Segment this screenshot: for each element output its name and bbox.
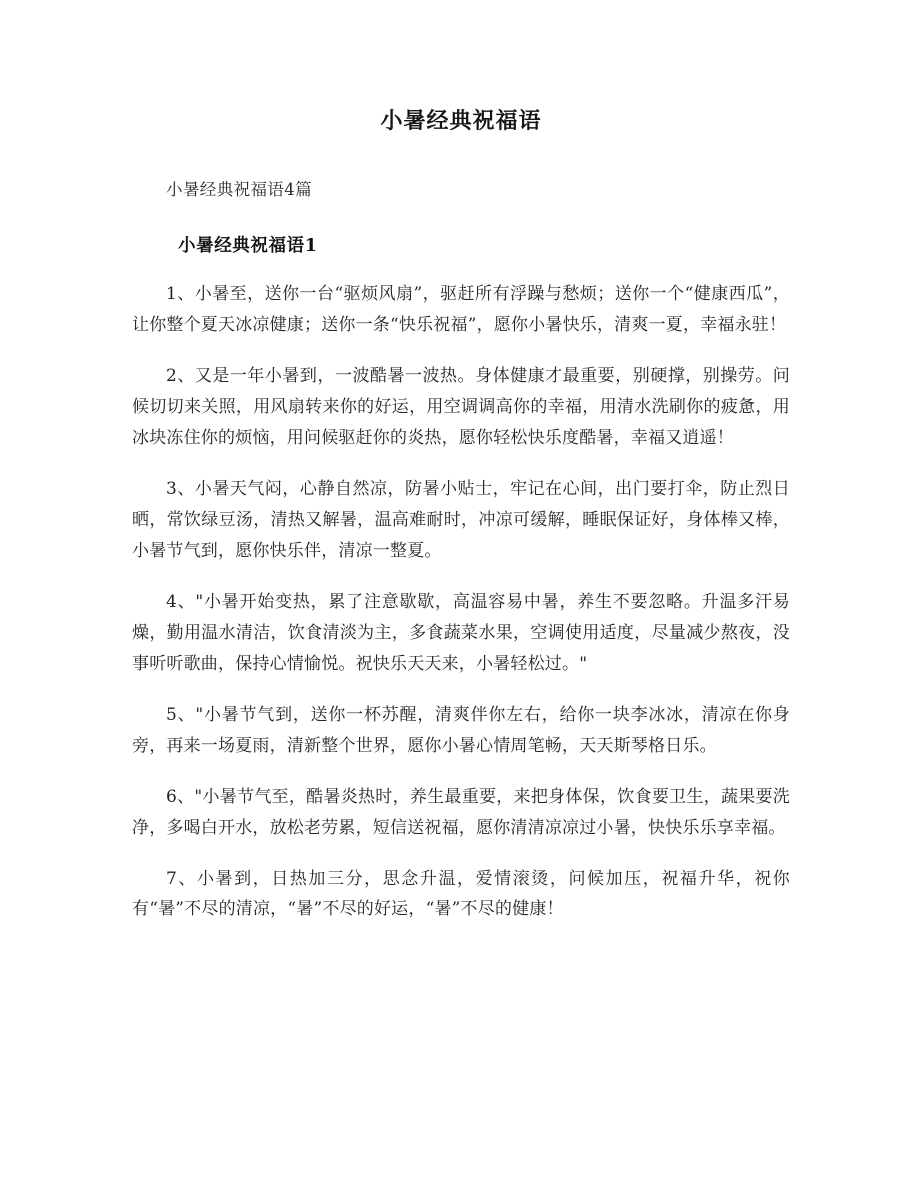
- document-content: [132, 0, 790, 925]
- body-paragraph: 7、小暑到，日热加三分，思念升温，爱情滚烫，问候加压，祝福升华，祝你有“暑”不尽的清凉，“暑”不尽的好运，“暑”不尽的健康！: [132, 868, 790, 920]
- body-paragraph: 4、"小暑开始变热，累了注意歇歇，高温容易中暑，养生不要忽略。升温多汗易燥，勤用温水清洁，饮食清淡为主，多食蔬菜水果，空调使用适度，尽量减少熬夜，没事听听歌曲，保持心情愉悦。祝快乐天天来，小暑轻松过。": [132, 591, 790, 674]
- body-paragraph: 6、"小暑节气至，酷暑炎热时，养生最重要，来把身体保，饮食要卫生，蔬果要洗净，多喝白开水，放松老劳累，短信送祝福，愿你清清凉凉过小暑，快快乐乐享幸福。: [132, 786, 790, 838]
- body-paragraph: 5、"小暑节气到，送你一杯苏醒，清爽伴你左右，给你一块李冰冰，清凉在你身旁，再来一场夏雨，清新整个世界，愿你小暑心情周笔畅，天天斯琴格日乐。: [132, 704, 790, 756]
- body-paragraph: 2、又是一年小暑到，一波酷暑一波热。身体健康才最重要，别硬撑，别操劳。问候切切来关照，用风扇转来你的好运，用空调调高你的幸福，用清水洗刷你的疲惫，用冰块冻住你的烦恼，用问候驱赶你的炎热，愿你轻松快乐度酷暑，幸福又逍遥！: [132, 366, 790, 449]
- body-paragraph: 3、小暑天气闷，心静自然凉，防暑小贴士，牢记在心间，出门要打伞，防止烈日晒，常饮绿豆汤，清热又解暑，温高难耐时，冲凉可缓解，睡眠保证好，身体棒又棒，小暑节气到，愿你快乐伴，清凉一整夏。: [132, 479, 790, 561]
- section-heading: 小暑经典祝福语1: [178, 236, 318, 257]
- page-title: 小暑经典祝福语: [380, 108, 542, 134]
- body-paragraph: 1、小暑至，送你一台“驱烦风扇”，驱赶所有浮躁与愁烦；送你一个“健康西瓜”，让你整个夏天冰凉健康；送你一条“快乐祝福”，愿你小暑快乐，清爽一夏，幸福永驻！: [132, 284, 790, 336]
- document-subtitle: 小暑经典祝福语4篇: [166, 179, 313, 199]
